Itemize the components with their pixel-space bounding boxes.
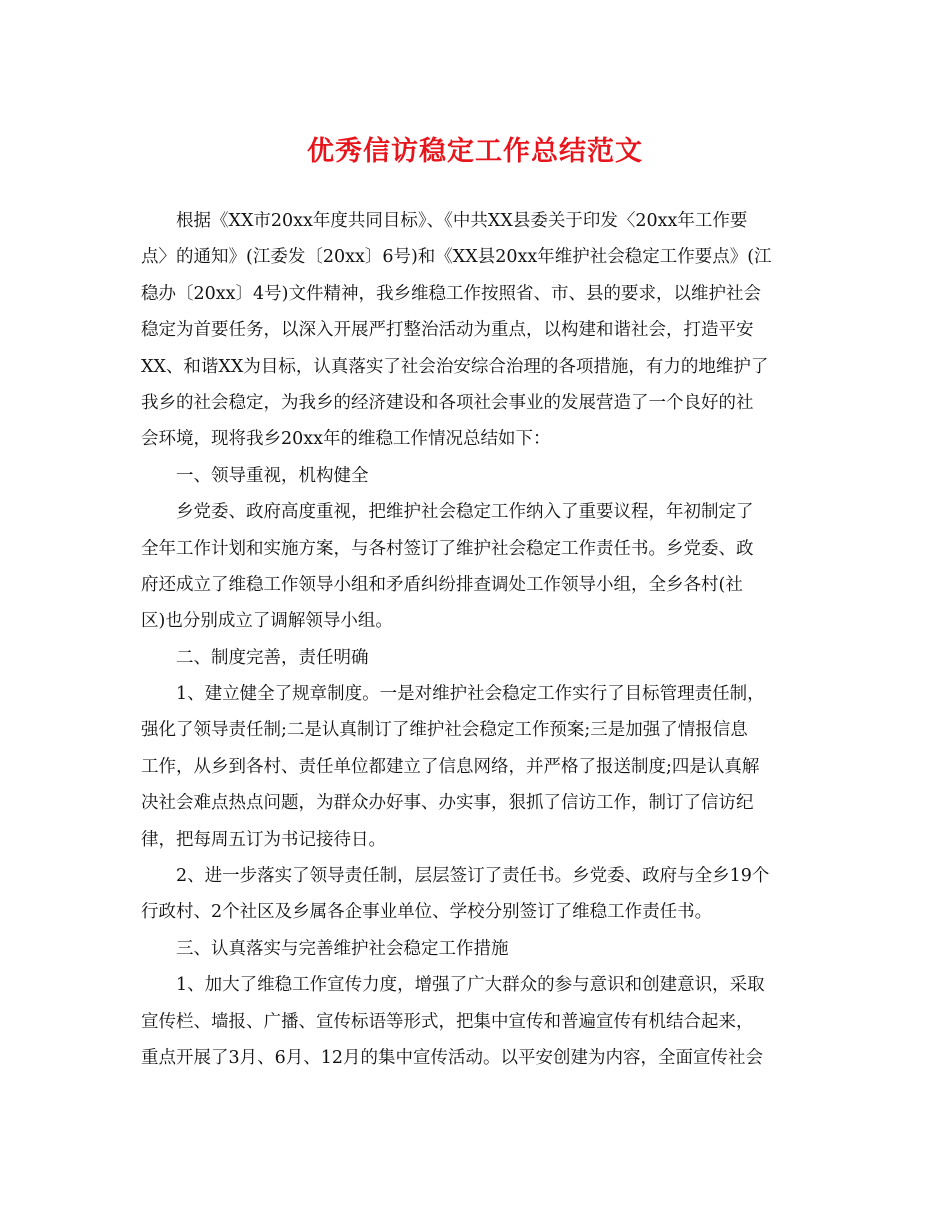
body-line: XX、和谐XX为目标，认真落实了社会治安综合治理的各项措施，有力的地维护了 [141,356,769,377]
body-line: 全年工作计划和实施方案，与各村签订了维护社会稳定工作责任书。乡党委、政 [141,538,754,559]
document-body [141,203,811,1076]
body-line: 行政村、2个社区及乡属各企事业单位、学校分别签订了维稳工作责任书。 [141,902,713,923]
section-heading: 三、认真落实与完善维护社会稳定工作措施 [176,938,509,959]
section-heading: 一、领导重视，机构健全 [176,465,369,486]
body-line: 稳办〔20xx〕4号)文件精神，我乡维稳工作按照省、市、县的要求，以维护社会 [141,283,761,304]
body-line: 稳定为首要任务，以深入开展严打整治活动为重点，以构建和谐社会，打造平安 [141,320,754,341]
body-line: 强化了领导责任制;二是认真制订了维护社会稳定工作预案;三是加强了情报信息 [141,720,748,741]
body-line: 乡党委、政府高度重视，把维护社会稳定工作纳入了重要议程，年初制定了 [176,502,754,523]
section-heading: 二、制度完善，责任明确 [176,647,369,668]
body-line: 1、加大了维稳工作宣传力度，增强了广大群众的参与意识和创建意识，采取 [176,975,765,996]
body-line: 宣传栏、墙报、广播、宣传标语等形式，把集中宣传和普遍宣传有机结合起来， [141,1011,754,1032]
body-line: 律，把每周五订为书记接待日。 [141,829,386,850]
body-line: 府还成立了维稳工作领导小组和矛盾纠纷排查调处工作领导小组，全乡各村(社 [141,574,743,595]
body-line: 工作，从乡到各村、责任单位都建立了信息网络，并严格了报送制度;四是认真解 [141,756,760,777]
body-line: 2、进一步落实了领导责任制，层层签订了责任书。乡党委、政府与全乡19个 [176,866,770,887]
body-line: 根据《XX市20xx年度共同目标》、《中共XX县委关于印发〈20xx年工作要 [176,211,748,231]
body-line: 我乡的社会稳定，为我乡的经济建设和各项社会事业的发展营造了一个良好的社 [141,392,754,413]
body-line: 区)也分别成立了调解领导小组。 [141,611,393,632]
document-title: 优秀信访稳定工作总结范文 [307,136,643,167]
body-line: 重点开展了3月、6月、12月的集中宣传活动。以平安创建为内容，全面宣传社会 [141,1047,764,1068]
body-line: 点〉的通知》(江委发〔20xx〕6号)和《XX县20xx年维护社会稳定工作要点》(江 [141,247,772,268]
body-line: 决社会难点热点问题，为群众办好事、办实事，狠抓了信访工作，制订了信访纪 [141,793,754,814]
body-line: 会环境，现将我乡20xx年的维稳工作情况总结如下： [141,429,551,450]
body-line: 1、建立健全了规章制度。一是对维护社会稳定工作实行了目标管理责任制， [176,684,765,705]
